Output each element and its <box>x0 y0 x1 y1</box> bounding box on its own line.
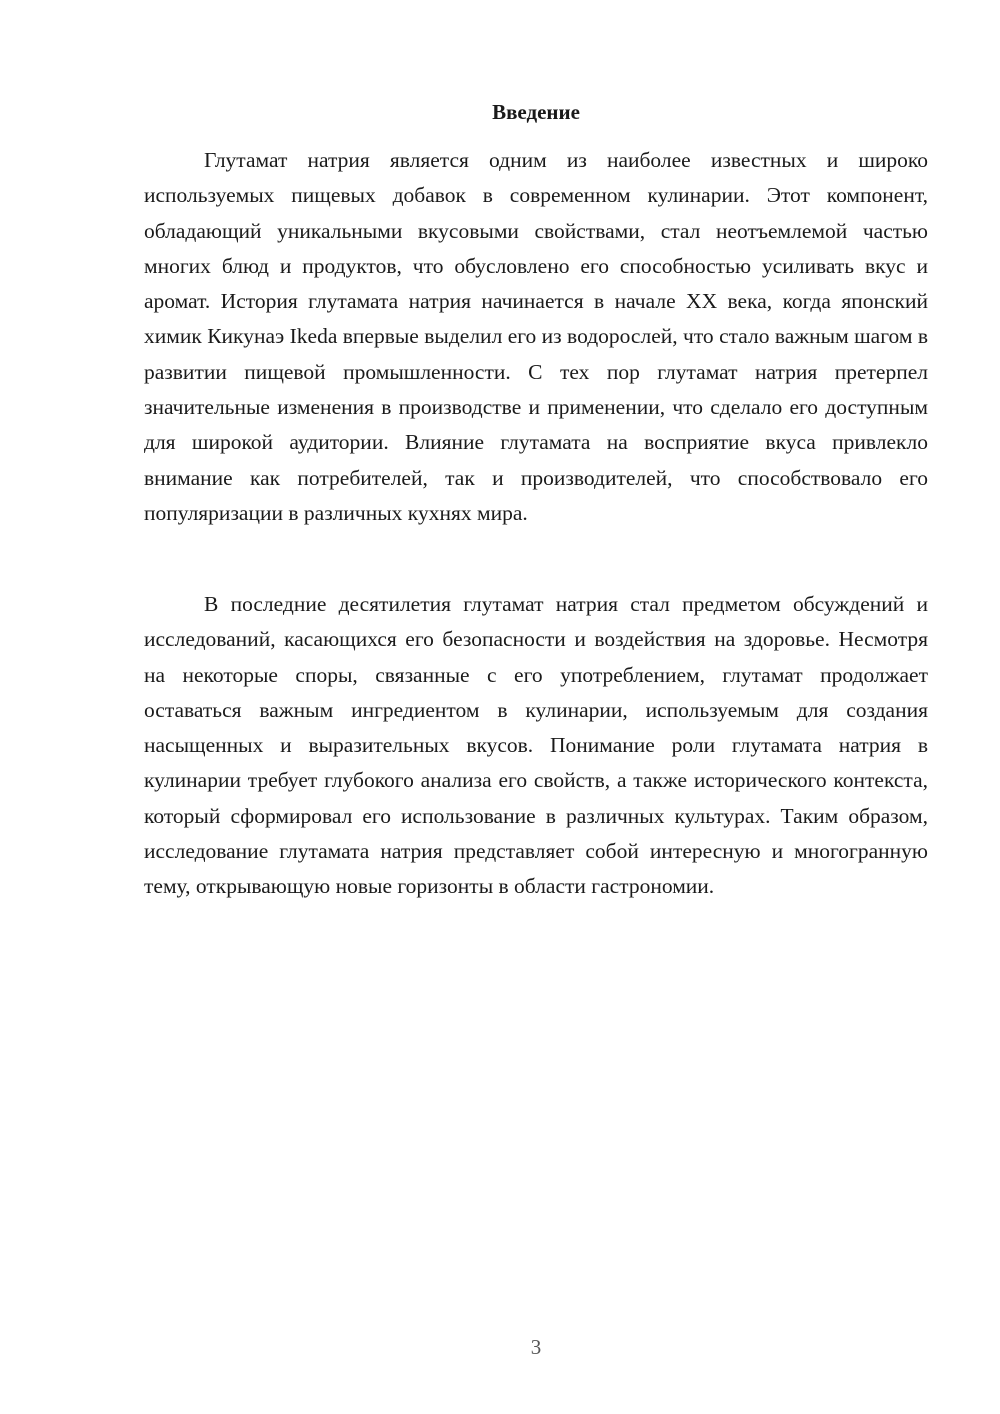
paragraph-1: Глутамат натрия является одним из наиболее известных и широко используемых пищевых добавок в современном кулинарии. Этот компонент, обладающий уникальными вкусовыми свойствами, стал неотъемлемой частью многих блюд и продуктов, что обусловлено его способностью усиливать вкус и аромат. История глутамата натрия начинается в начале XX века, когда японский химик Кикунаэ Ikeda впервые выделил его из водорослей, что стало важным шагом в развитии пищевой промышленности. С тех пор глутамат натрия претерпел значительные изменения в производстве и применении, что сделало его доступным для широкой аудитории. Влияние глутамата на восприятие вкуса привлекло внимание как потребителей, так и производителей, что способствовало его популяризации в различных кухнях мира. <box>144 148 928 525</box>
paragraph-2: В последние десятилетия глутамат натрия стал предметом обсуждений и исследований, касающихся его безопасности и воздействия на здоровье. Несмотря на некоторые споры, связанные с его употреблением, глутамат продолжает оставаться важным ингредиентом в кулинарии, используемым для создания насыщенных и выразительных вкусов. Понимание роли глутамата натрия в кулинарии требует глубокого анализа его свойств, а также исторического контекста, который сформировал его использование в различных культурах. Таким образом, исследование глутамата натрия представляет собой интересную и многогранную тему, открывающую новые горизонты в области гастрономии. <box>144 592 928 899</box>
section-heading: Введение <box>492 100 580 124</box>
page-number: 3 <box>530 1335 542 1359</box>
